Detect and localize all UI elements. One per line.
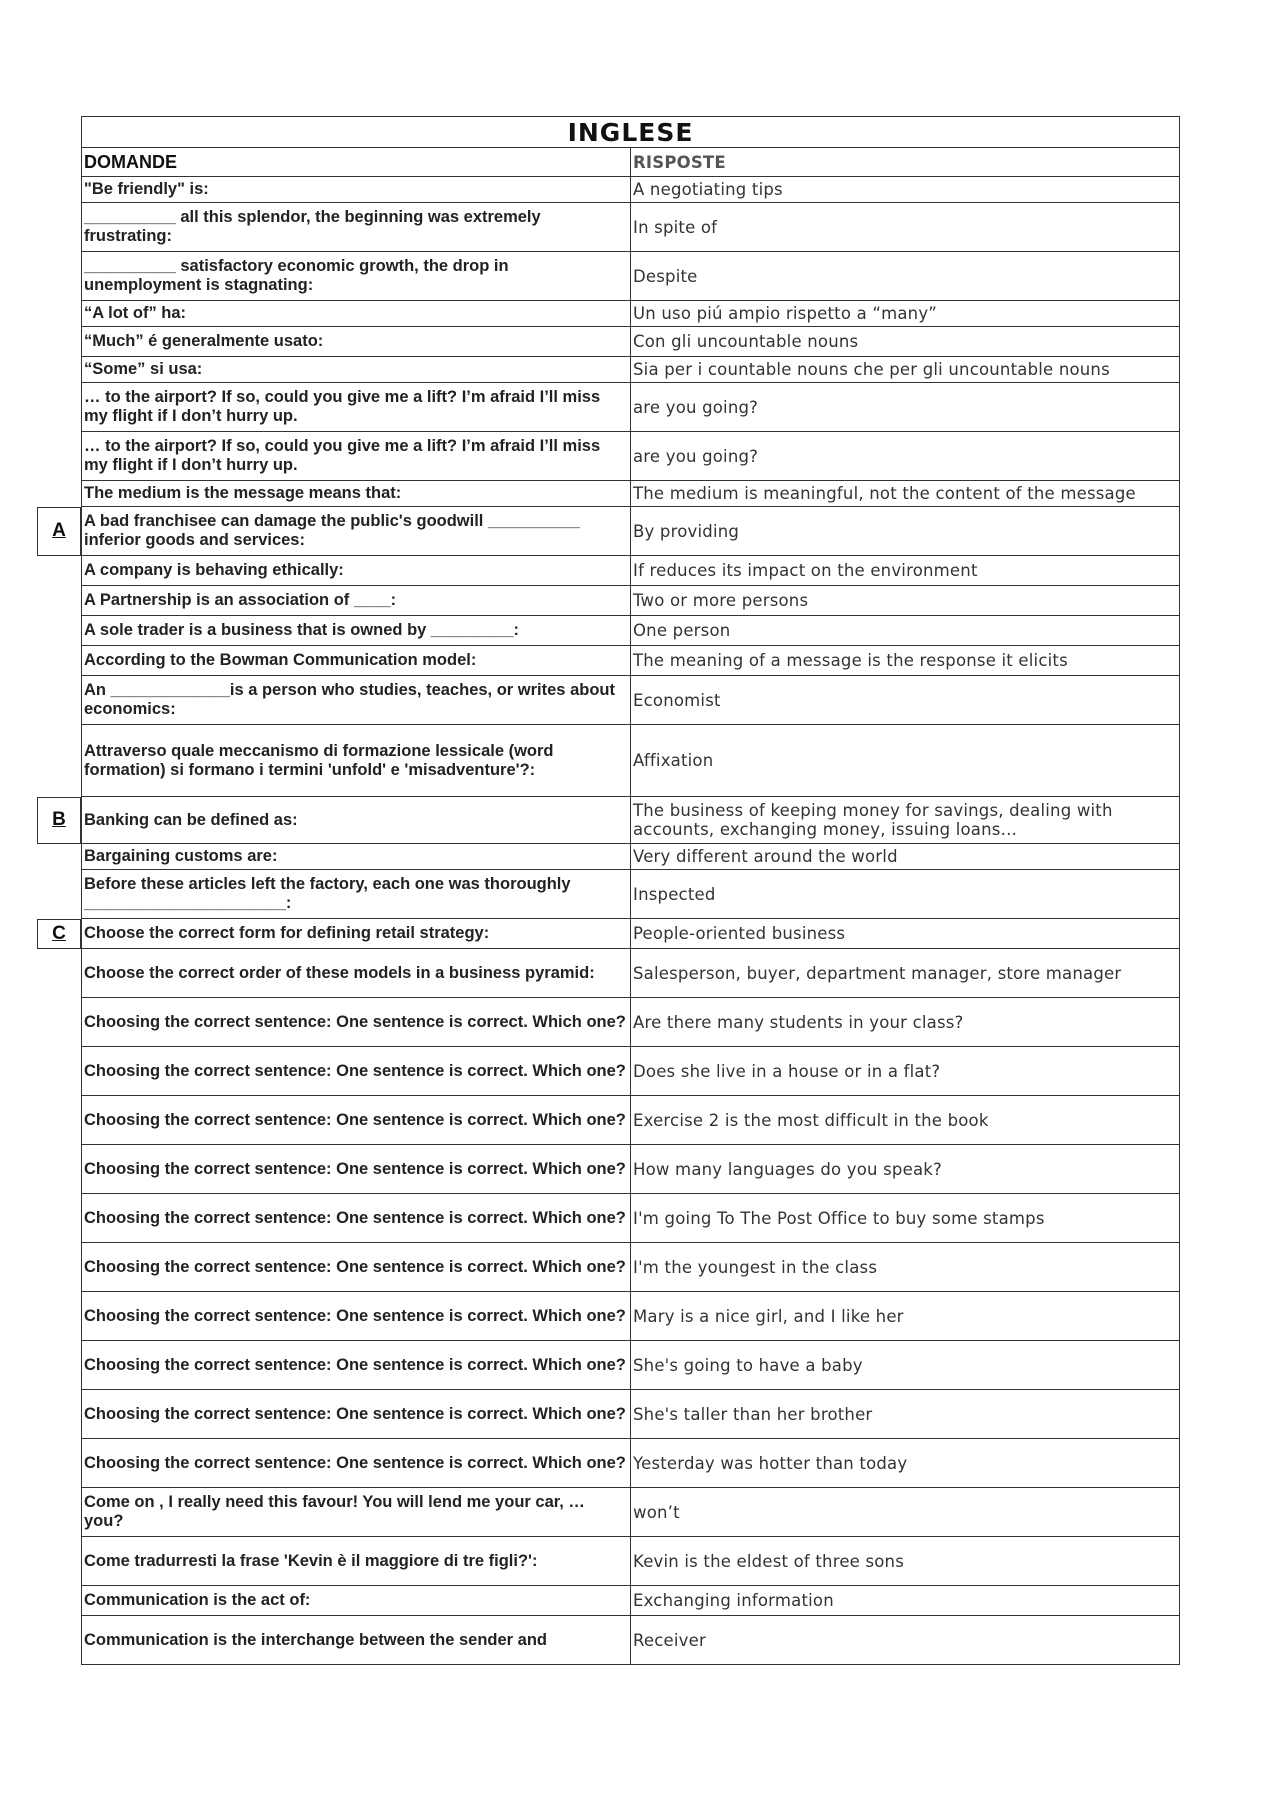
question-cell: __________ all this splendor, the beginning was extremely frustrating: bbox=[82, 203, 631, 252]
question-cell: A Partnership is an association of ____: bbox=[82, 586, 631, 616]
section-letter-c: C bbox=[37, 919, 81, 949]
answer-cell: In spite of bbox=[631, 203, 1180, 252]
answer-cell: A negotiating tips bbox=[631, 177, 1180, 203]
answer-cell: How many languages do you speak? bbox=[631, 1145, 1180, 1194]
title-row bbox=[82, 117, 1180, 148]
table-row bbox=[82, 1096, 1180, 1145]
table-row bbox=[82, 586, 1180, 616]
page-title: INGLESE bbox=[82, 117, 1180, 148]
table-row bbox=[82, 556, 1180, 586]
question-cell: Choosing the correct sentence: One sentence is correct. Which one? bbox=[82, 1341, 631, 1390]
answer-cell: Receiver bbox=[631, 1616, 1180, 1665]
question-cell: Attraverso quale meccanismo di formazione lessicale (word formation) si formano i termini 'unfold' e 'misadventure'?: bbox=[82, 725, 631, 797]
answer-cell: Yesterday was hotter than today bbox=[631, 1439, 1180, 1488]
table-row bbox=[82, 1047, 1180, 1096]
answer-cell: She's going to have a baby bbox=[631, 1341, 1180, 1390]
answer-cell: She's taller than her brother bbox=[631, 1390, 1180, 1439]
table-row bbox=[82, 725, 1180, 797]
table-row bbox=[82, 998, 1180, 1047]
answer-cell: People-oriented business bbox=[631, 919, 1180, 949]
table-row bbox=[82, 1194, 1180, 1243]
question-cell: Before these articles left the factory, each one was thoroughly ______________________: bbox=[82, 870, 631, 919]
answer-cell: Mary is a nice girl, and I like her bbox=[631, 1292, 1180, 1341]
table-row bbox=[82, 1243, 1180, 1292]
question-cell: "Be friendly" is: bbox=[82, 177, 631, 203]
question-cell: A sole trader is a business that is owned by _________: bbox=[82, 616, 631, 646]
table-row bbox=[82, 507, 1180, 556]
answer-cell: Despite bbox=[631, 252, 1180, 301]
table-row bbox=[82, 844, 1180, 870]
question-cell: Choosing the correct sentence: One sentence is correct. Which one? bbox=[82, 1145, 631, 1194]
question-cell: Choosing the correct sentence: One sentence is correct. Which one? bbox=[82, 1047, 631, 1096]
answer-cell: Inspected bbox=[631, 870, 1180, 919]
question-cell: “Some” si usa: bbox=[82, 357, 631, 383]
answer-cell: Economist bbox=[631, 676, 1180, 725]
question-cell: “Much” é generalmente usato: bbox=[82, 327, 631, 357]
question-cell: Choosing the correct sentence: One sentence is correct. Which one? bbox=[82, 1194, 631, 1243]
answer-cell: The business of keeping money for savings, dealing with accounts, exchanging money, issuing loans… bbox=[631, 797, 1180, 844]
question-cell: __________ satisfactory economic growth, the drop in unemployment is stagnating: bbox=[82, 252, 631, 301]
table-row bbox=[82, 949, 1180, 998]
answer-cell: Un uso piú ampio rispetto a “many” bbox=[631, 301, 1180, 327]
answer-cell: are you going? bbox=[631, 383, 1180, 432]
question-cell: Choose the correct form for defining retail strategy: bbox=[82, 919, 631, 949]
table-row bbox=[82, 327, 1180, 357]
question-cell: Communication is the interchange between the sender and bbox=[82, 1616, 631, 1665]
table-row bbox=[82, 432, 1180, 481]
table-row bbox=[82, 481, 1180, 507]
answer-cell: The medium is meaningful, not the content of the message bbox=[631, 481, 1180, 507]
question-cell: Choosing the correct sentence: One sentence is correct. Which one? bbox=[82, 1243, 631, 1292]
table-row bbox=[82, 870, 1180, 919]
table-row bbox=[82, 646, 1180, 676]
table-row bbox=[82, 177, 1180, 203]
answer-cell: I'm the youngest in the class bbox=[631, 1243, 1180, 1292]
section-letter-a: A bbox=[37, 507, 81, 556]
answer-cell: The meaning of a message is the response it elicits bbox=[631, 646, 1180, 676]
question-cell: According to the Bowman Communication model: bbox=[82, 646, 631, 676]
answer-cell: Affixation bbox=[631, 725, 1180, 797]
question-cell: Communication is the act of: bbox=[82, 1586, 631, 1616]
answer-cell: Very different around the world bbox=[631, 844, 1180, 870]
question-cell: The medium is the message means that: bbox=[82, 481, 631, 507]
answer-cell: Two or more persons bbox=[631, 586, 1180, 616]
answer-cell: One person bbox=[631, 616, 1180, 646]
answer-cell: I'm going To The Post Office to buy some stamps bbox=[631, 1194, 1180, 1243]
question-cell: Come tradurresti la frase 'Kevin è il maggiore di tre figli?': bbox=[82, 1537, 631, 1586]
question-cell: Come on , I really need this favour! You will lend me your car, … you? bbox=[82, 1488, 631, 1537]
qa-table bbox=[81, 116, 1180, 1665]
answer-cell: Salesperson, buyer, department manager, store manager bbox=[631, 949, 1180, 998]
answer-cell: Are there many students in your class? bbox=[631, 998, 1180, 1047]
question-cell: Banking can be defined as: bbox=[82, 797, 631, 844]
table-row bbox=[82, 797, 1180, 844]
question-cell: An _____________is a person who studies, teaches, or writes about economics: bbox=[82, 676, 631, 725]
question-cell: Choosing the correct sentence: One sentence is correct. Which one? bbox=[82, 1292, 631, 1341]
table-row bbox=[82, 1292, 1180, 1341]
answer-cell: Exchanging information bbox=[631, 1586, 1180, 1616]
question-cell: Bargaining customs are: bbox=[82, 844, 631, 870]
question-cell: Choosing the correct sentence: One sentence is correct. Which one? bbox=[82, 1390, 631, 1439]
question-cell: Choose the correct order of these models in a business pyramid: bbox=[82, 949, 631, 998]
header-answers: RISPOSTE bbox=[631, 148, 1180, 177]
table-row bbox=[82, 919, 1180, 949]
question-cell: Choosing the correct sentence: One sentence is correct. Which one? bbox=[82, 1439, 631, 1488]
table-row bbox=[82, 1488, 1180, 1537]
question-cell: … to the airport? If so, could you give me a lift? I’m afraid I’ll miss my flight if I don’t hurry up. bbox=[82, 432, 631, 481]
table-row bbox=[82, 301, 1180, 327]
table-row bbox=[82, 357, 1180, 383]
header-questions: DOMANDE bbox=[82, 148, 631, 177]
table-row bbox=[82, 616, 1180, 646]
answer-cell: won’t bbox=[631, 1488, 1180, 1537]
answer-cell: By providing bbox=[631, 507, 1180, 556]
answer-cell: Sia per i countable nouns che per gli uncountable nouns bbox=[631, 357, 1180, 383]
table-row bbox=[82, 1341, 1180, 1390]
answer-cell: Con gli uncountable nouns bbox=[631, 327, 1180, 357]
question-cell: A company is behaving ethically: bbox=[82, 556, 631, 586]
table-row bbox=[82, 252, 1180, 301]
question-cell: A bad franchisee can damage the public's goodwill __________ inferior goods and services: bbox=[82, 507, 631, 556]
question-cell: … to the airport? If so, could you give me a lift? I’m afraid I’ll miss my flight if I don’t hurry up. bbox=[82, 383, 631, 432]
table-row bbox=[82, 1616, 1180, 1665]
answer-cell: Does she live in a house or in a flat? bbox=[631, 1047, 1180, 1096]
question-cell: Choosing the correct sentence: One sentence is correct. Which one? bbox=[82, 1096, 631, 1145]
table-row bbox=[82, 1537, 1180, 1586]
question-cell: Choosing the correct sentence: One sentence is correct. Which one? bbox=[82, 998, 631, 1047]
table-row bbox=[82, 1145, 1180, 1194]
table-row bbox=[82, 383, 1180, 432]
table-row bbox=[82, 1439, 1180, 1488]
table-row bbox=[82, 676, 1180, 725]
section-letter-b: B bbox=[37, 797, 81, 844]
answer-cell: If reduces its impact on the environment bbox=[631, 556, 1180, 586]
table-row bbox=[82, 1390, 1180, 1439]
table-row bbox=[82, 1586, 1180, 1616]
answer-cell: are you going? bbox=[631, 432, 1180, 481]
answer-cell: Kevin is the eldest of three sons bbox=[631, 1537, 1180, 1586]
table-row bbox=[82, 203, 1180, 252]
answer-cell: Exercise 2 is the most difficult in the book bbox=[631, 1096, 1180, 1145]
question-cell: “A lot of” ha: bbox=[82, 301, 631, 327]
header-row bbox=[82, 148, 1180, 177]
